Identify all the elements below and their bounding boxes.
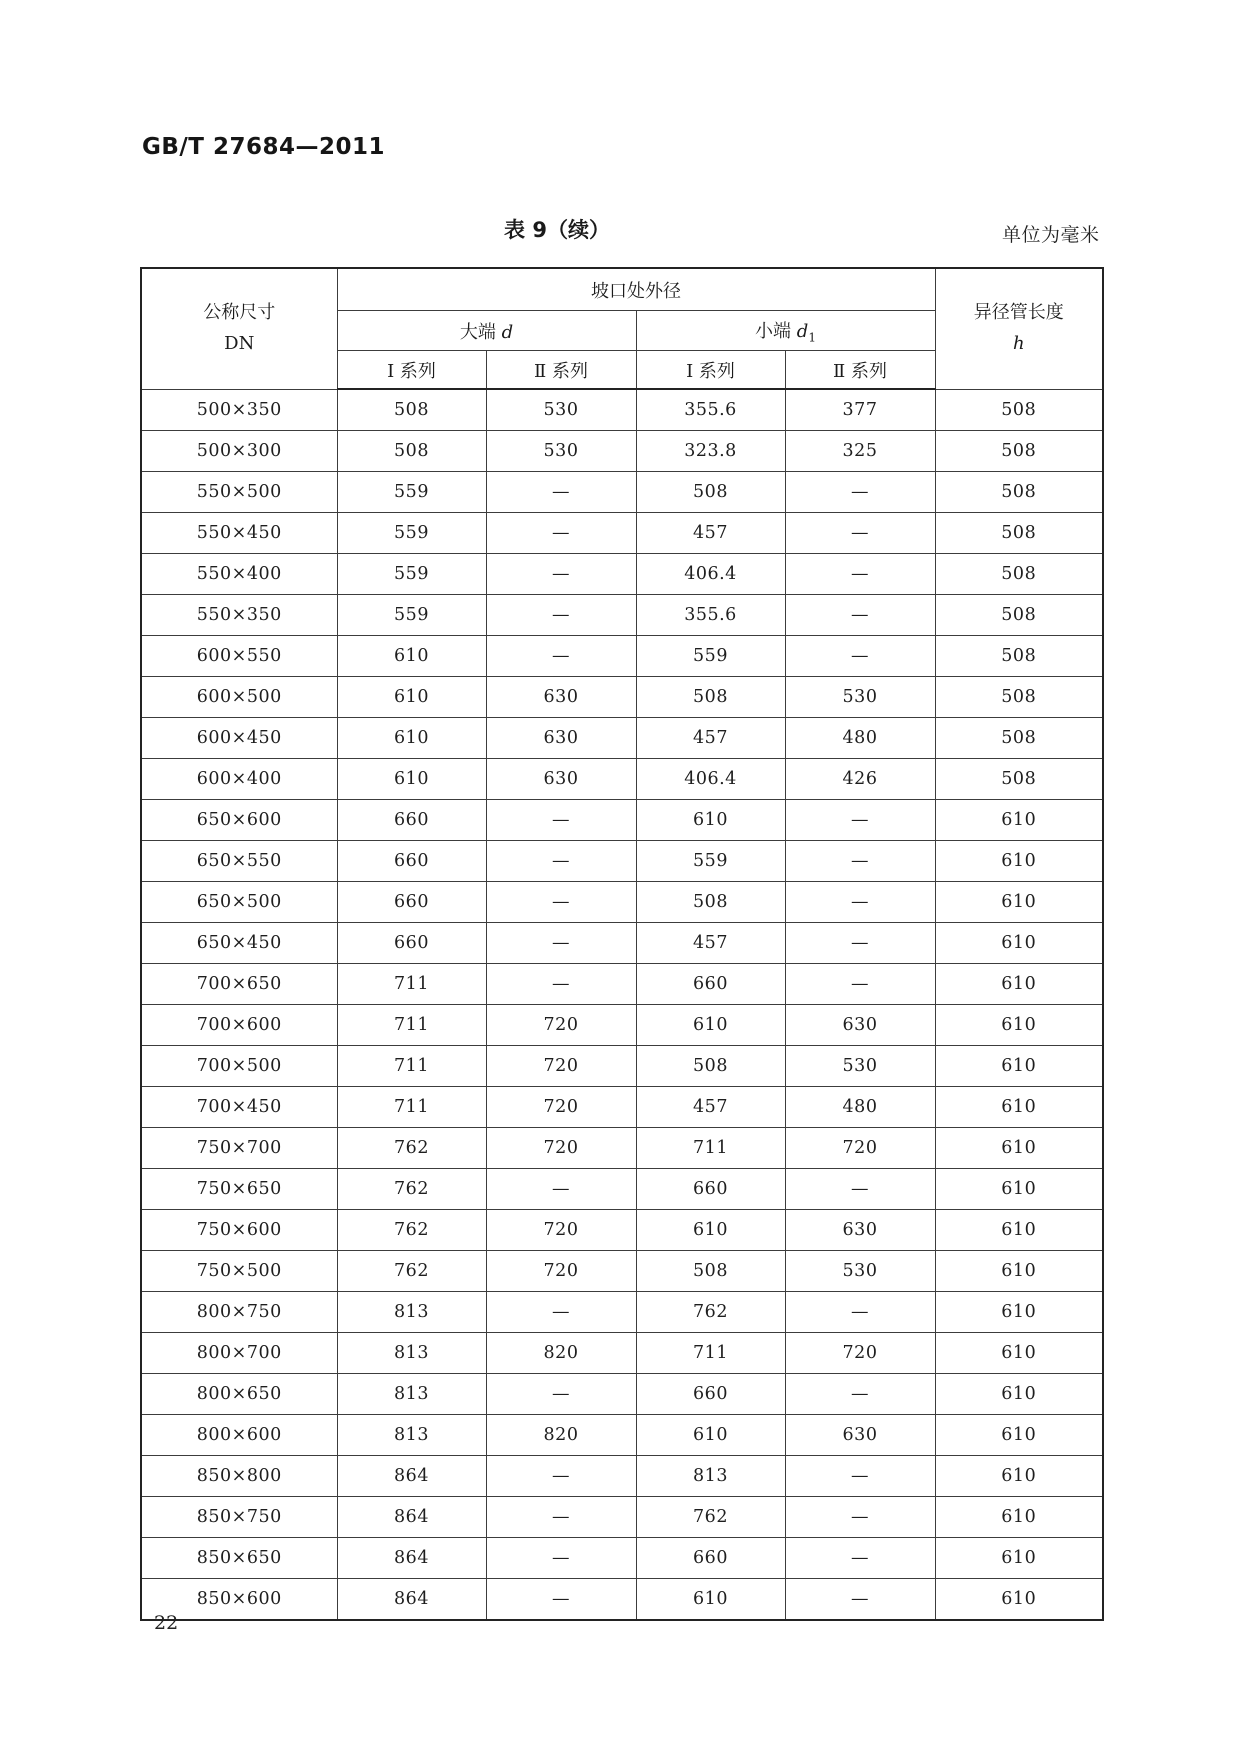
value-cell: 660 [337, 841, 486, 882]
value-cell: 406.4 [636, 554, 785, 595]
nominal-size-cell: 800×750 [141, 1292, 337, 1333]
table-row [141, 1497, 1103, 1538]
value-cell: 630 [486, 718, 636, 759]
value-cell: 508 [935, 636, 1103, 677]
value-cell: 530 [486, 431, 636, 472]
value-cell: — [785, 595, 935, 636]
value-cell: — [785, 1497, 935, 1538]
table-row [141, 882, 1103, 923]
value-cell: 559 [337, 554, 486, 595]
value-cell: — [486, 1579, 636, 1621]
value-cell: — [486, 1292, 636, 1333]
value-cell: 480 [785, 1087, 935, 1128]
value-cell: 610 [636, 1415, 785, 1456]
nominal-size-cell: 650×450 [141, 923, 337, 964]
value-cell: — [785, 964, 935, 1005]
value-cell: 508 [935, 389, 1103, 431]
value-cell: 813 [337, 1333, 486, 1374]
big-end-symbol: d [501, 321, 514, 343]
value-cell: 559 [337, 513, 486, 554]
value-cell: — [486, 923, 636, 964]
value-cell: 610 [935, 1456, 1103, 1497]
nominal-size-label: 公称尺寸 [203, 302, 276, 324]
unit-note: 单位为毫米 [1002, 224, 1100, 246]
reducer-length-label: 异径管长度 [973, 302, 1064, 324]
table-row [141, 431, 1103, 472]
table-row [141, 1169, 1103, 1210]
small-end-label: 小端 [755, 320, 792, 342]
value-cell: 660 [636, 1169, 785, 1210]
value-cell: 720 [785, 1333, 935, 1374]
value-cell: 610 [935, 1169, 1103, 1210]
nominal-size-cell: 700×500 [141, 1046, 337, 1087]
value-cell: 559 [636, 841, 785, 882]
value-cell: 508 [935, 554, 1103, 595]
value-cell: — [486, 554, 636, 595]
table-title: 表 9（续） [504, 218, 610, 242]
value-cell: 610 [935, 1333, 1103, 1374]
value-cell: 508 [636, 882, 785, 923]
value-cell: 720 [486, 1251, 636, 1292]
value-cell: 610 [935, 800, 1103, 841]
value-cell: 630 [486, 759, 636, 800]
value-cell: — [486, 1169, 636, 1210]
value-cell: 630 [486, 677, 636, 718]
value-cell: 720 [486, 1087, 636, 1128]
value-cell: 559 [337, 472, 486, 513]
table-body [141, 389, 1103, 1620]
table-row [141, 1210, 1103, 1251]
value-cell: 559 [636, 636, 785, 677]
value-cell: 610 [935, 1210, 1103, 1251]
value-cell: 660 [636, 1538, 785, 1579]
nominal-size-cell: 550×400 [141, 554, 337, 595]
nominal-size-cell: 650×500 [141, 882, 337, 923]
value-cell: 530 [486, 389, 636, 431]
value-cell: 508 [935, 595, 1103, 636]
value-cell: 610 [935, 882, 1103, 923]
table-row [141, 841, 1103, 882]
value-cell: — [785, 472, 935, 513]
value-cell: 711 [636, 1333, 785, 1374]
table-row [141, 759, 1103, 800]
value-cell: 377 [785, 389, 935, 431]
value-cell: 610 [935, 1579, 1103, 1621]
value-cell: 630 [785, 1210, 935, 1251]
col-header-small-end-series-1: Ⅰ 系列 [636, 351, 785, 390]
nominal-size-cell: 700×650 [141, 964, 337, 1005]
value-cell: 508 [935, 759, 1103, 800]
nominal-size-symbol: DN [224, 332, 255, 354]
value-cell: 762 [337, 1210, 486, 1251]
value-cell: 864 [337, 1497, 486, 1538]
value-cell: 508 [935, 431, 1103, 472]
value-cell: — [486, 964, 636, 1005]
nominal-size-cell: 750×700 [141, 1128, 337, 1169]
value-cell: — [486, 1538, 636, 1579]
value-cell: — [486, 595, 636, 636]
value-cell: 530 [785, 1251, 935, 1292]
table-row [141, 718, 1103, 759]
value-cell: — [785, 800, 935, 841]
nominal-size-cell: 600×400 [141, 759, 337, 800]
standard-number: GB/T 27684—2011 [142, 134, 386, 160]
value-cell: 864 [337, 1538, 486, 1579]
table-row [141, 677, 1103, 718]
value-cell: 813 [636, 1456, 785, 1497]
table-row [141, 1005, 1103, 1046]
nominal-size-cell: 850×750 [141, 1497, 337, 1538]
table-row [141, 1415, 1103, 1456]
table-header [141, 268, 1103, 389]
value-cell: 610 [935, 1415, 1103, 1456]
value-cell: 508 [337, 431, 486, 472]
value-cell: 711 [337, 1005, 486, 1046]
nominal-size-cell: 650×550 [141, 841, 337, 882]
table-row [141, 964, 1103, 1005]
table-row [141, 389, 1103, 431]
value-cell: 457 [636, 1087, 785, 1128]
nominal-size-cell: 500×350 [141, 389, 337, 431]
big-end-label: 大端 [459, 321, 496, 343]
value-cell: 711 [337, 964, 486, 1005]
table-row [141, 1374, 1103, 1415]
value-cell: 660 [337, 923, 486, 964]
table-row [141, 472, 1103, 513]
value-cell: 610 [337, 759, 486, 800]
value-cell: 508 [935, 472, 1103, 513]
value-cell: 610 [337, 718, 486, 759]
value-cell: — [785, 513, 935, 554]
value-cell: 813 [337, 1292, 486, 1333]
value-cell: — [486, 1497, 636, 1538]
value-cell: 720 [486, 1210, 636, 1251]
col-header-big-end-series-2: Ⅱ 系列 [486, 351, 636, 390]
value-cell: — [785, 841, 935, 882]
table-row [141, 513, 1103, 554]
reducer-length-symbol: h [1012, 332, 1025, 354]
value-cell: 864 [337, 1579, 486, 1621]
value-cell: 610 [935, 1005, 1103, 1046]
value-cell: 762 [337, 1169, 486, 1210]
value-cell: 711 [636, 1128, 785, 1169]
nominal-size-cell: 600×450 [141, 718, 337, 759]
table-row [141, 800, 1103, 841]
value-cell: 610 [337, 677, 486, 718]
value-cell: 610 [935, 1251, 1103, 1292]
value-cell: — [486, 882, 636, 923]
value-cell: 457 [636, 718, 785, 759]
nominal-size-cell: 800×600 [141, 1415, 337, 1456]
value-cell: 610 [935, 964, 1103, 1005]
nominal-size-cell: 750×650 [141, 1169, 337, 1210]
value-cell: 508 [935, 513, 1103, 554]
table-row [141, 595, 1103, 636]
value-cell: 426 [785, 759, 935, 800]
nominal-size-cell: 850×800 [141, 1456, 337, 1497]
value-cell: — [486, 1374, 636, 1415]
value-cell: 630 [785, 1415, 935, 1456]
table-row [141, 1292, 1103, 1333]
value-cell: 720 [486, 1128, 636, 1169]
table-row [141, 1456, 1103, 1497]
value-cell: 762 [337, 1128, 486, 1169]
value-cell: 610 [636, 800, 785, 841]
nominal-size-cell: 550×500 [141, 472, 337, 513]
value-cell: 457 [636, 923, 785, 964]
value-cell: 820 [486, 1333, 636, 1374]
value-cell: 610 [935, 1046, 1103, 1087]
value-cell: 323.8 [636, 431, 785, 472]
value-cell: 762 [636, 1497, 785, 1538]
value-cell: — [785, 1374, 935, 1415]
value-cell: — [486, 513, 636, 554]
value-cell: 762 [337, 1251, 486, 1292]
value-cell: 610 [636, 1005, 785, 1046]
value-cell: 660 [337, 882, 486, 923]
value-cell: 508 [636, 1251, 785, 1292]
value-cell: 355.6 [636, 595, 785, 636]
value-cell: 813 [337, 1374, 486, 1415]
value-cell: 720 [486, 1005, 636, 1046]
col-header-big-end [337, 311, 636, 351]
nominal-size-cell: 500×300 [141, 431, 337, 472]
value-cell: 610 [636, 1210, 785, 1251]
nominal-size-cell: 750×600 [141, 1210, 337, 1251]
nominal-size-cell: 600×500 [141, 677, 337, 718]
value-cell: 530 [785, 677, 935, 718]
table-row [141, 636, 1103, 677]
header-row-1 [141, 268, 1103, 311]
nominal-size-cell: 800×700 [141, 1333, 337, 1374]
value-cell: — [785, 882, 935, 923]
table-row [141, 1251, 1103, 1292]
value-cell: 406.4 [636, 759, 785, 800]
value-cell: — [486, 1456, 636, 1497]
value-cell: 355.6 [636, 389, 785, 431]
value-cell: 508 [636, 472, 785, 513]
value-cell: 508 [337, 389, 486, 431]
value-cell: — [785, 554, 935, 595]
value-cell: 508 [636, 677, 785, 718]
value-cell: 457 [636, 513, 785, 554]
nominal-size-cell: 600×550 [141, 636, 337, 677]
value-cell: 508 [935, 718, 1103, 759]
value-cell: 610 [935, 923, 1103, 964]
small-end-subscript: 1 [808, 330, 816, 345]
value-cell: 660 [636, 964, 785, 1005]
value-cell: — [785, 1538, 935, 1579]
value-cell: 508 [636, 1046, 785, 1087]
nominal-size-cell: 550×350 [141, 595, 337, 636]
col-header-small-end-series-2: Ⅱ 系列 [785, 351, 935, 390]
nominal-size-cell: 550×450 [141, 513, 337, 554]
value-cell: 762 [636, 1292, 785, 1333]
value-cell: — [785, 1579, 935, 1621]
value-cell: — [486, 841, 636, 882]
table-row [141, 554, 1103, 595]
table-row [141, 1128, 1103, 1169]
small-end-symbol: d [796, 320, 809, 342]
value-cell: — [785, 1292, 935, 1333]
col-header-outer-diameter: 坡口处外径 [337, 268, 935, 311]
value-cell: 660 [636, 1374, 785, 1415]
value-cell: — [785, 1169, 935, 1210]
nominal-size-cell: 850×600 [141, 1579, 337, 1621]
value-cell: 530 [785, 1046, 935, 1087]
page-number: 22 [154, 1612, 179, 1634]
value-cell: 610 [337, 636, 486, 677]
table-row [141, 1579, 1103, 1621]
nominal-size-cell: 750×500 [141, 1251, 337, 1292]
value-cell: 610 [935, 1538, 1103, 1579]
value-cell: 610 [636, 1579, 785, 1621]
table-row [141, 1087, 1103, 1128]
value-cell: 325 [785, 431, 935, 472]
value-cell: — [486, 800, 636, 841]
value-cell: 864 [337, 1456, 486, 1497]
col-header-small-end [636, 311, 935, 351]
value-cell: 610 [935, 1087, 1103, 1128]
value-cell: — [486, 472, 636, 513]
value-cell: 610 [935, 841, 1103, 882]
value-cell: — [785, 1456, 935, 1497]
value-cell: 711 [337, 1046, 486, 1087]
value-cell: 559 [337, 595, 486, 636]
value-cell: 480 [785, 718, 935, 759]
value-cell: — [785, 923, 935, 964]
value-cell: 660 [337, 800, 486, 841]
col-header-big-end-series-1: Ⅰ 系列 [337, 351, 486, 390]
value-cell: 720 [785, 1128, 935, 1169]
table-row [141, 923, 1103, 964]
value-cell: 720 [486, 1046, 636, 1087]
value-cell: 610 [935, 1374, 1103, 1415]
col-header-nominal-size [141, 268, 337, 389]
table-row [141, 1538, 1103, 1579]
reducer-dimension-table [140, 267, 1104, 1621]
value-cell: — [785, 636, 935, 677]
nominal-size-cell: 700×450 [141, 1087, 337, 1128]
value-cell: 610 [935, 1292, 1103, 1333]
value-cell: 508 [935, 677, 1103, 718]
value-cell: 630 [785, 1005, 935, 1046]
value-cell: 711 [337, 1087, 486, 1128]
nominal-size-cell: 850×650 [141, 1538, 337, 1579]
value-cell: 610 [935, 1128, 1103, 1169]
col-header-reducer-length [935, 268, 1103, 389]
table-row [141, 1046, 1103, 1087]
value-cell: 610 [935, 1497, 1103, 1538]
nominal-size-cell: 650×600 [141, 800, 337, 841]
value-cell: 813 [337, 1415, 486, 1456]
nominal-size-cell: 800×650 [141, 1374, 337, 1415]
value-cell: — [486, 636, 636, 677]
nominal-size-cell: 700×600 [141, 1005, 337, 1046]
value-cell: 820 [486, 1415, 636, 1456]
table-row [141, 1333, 1103, 1374]
